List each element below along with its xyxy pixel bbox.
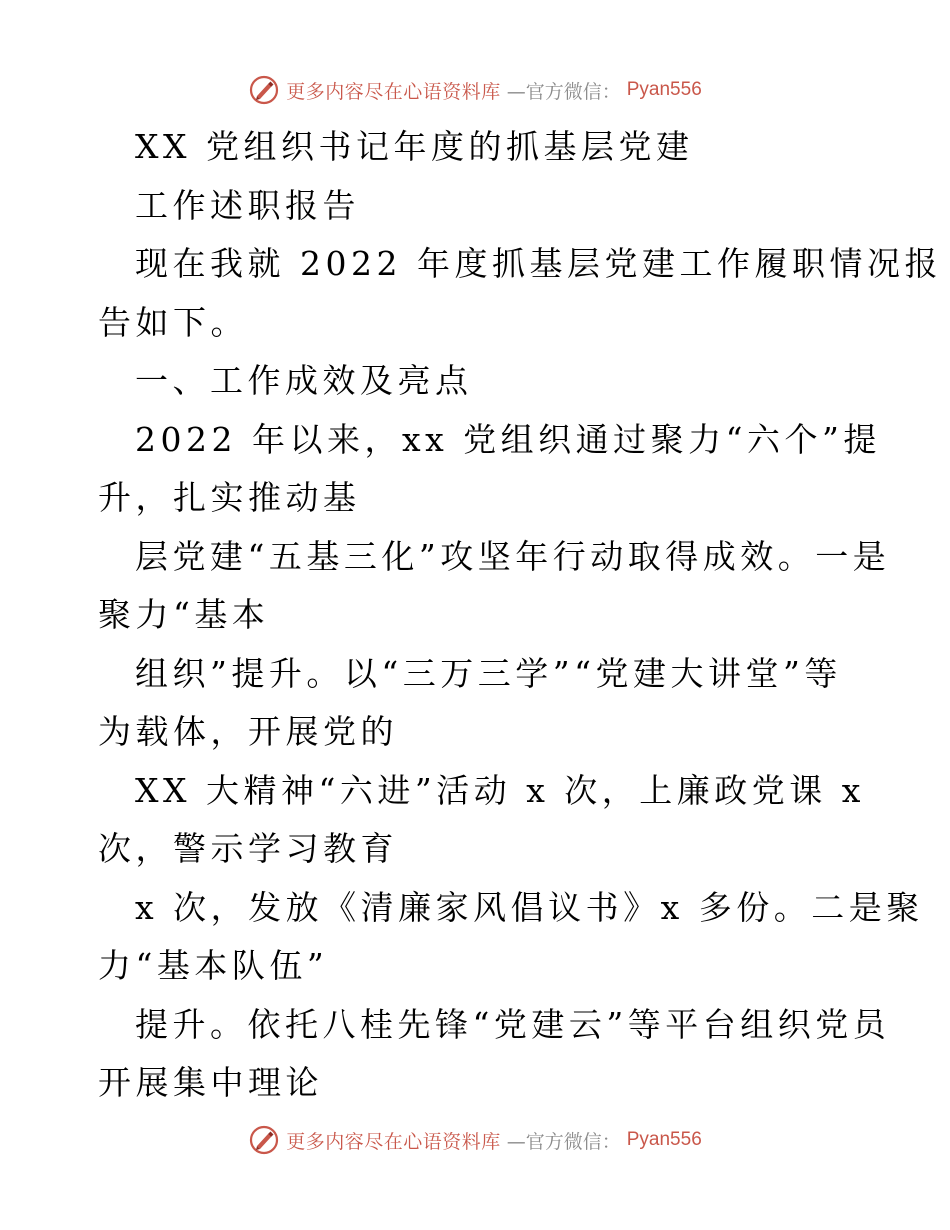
footer-watermark <box>0 1120 950 1160</box>
watermark-wechat-id: Pyan556 <box>626 79 702 100</box>
red-pen-seal-icon <box>248 74 280 106</box>
watermark-wechat-id: Pyan556 <box>626 1129 702 1150</box>
paragraph-line: x 次，发放《清廉家风倡议书》x 多份。二是聚 <box>135 887 924 927</box>
document-title-line1: XX 党组织书记年度的抓基层党建 <box>135 127 694 166</box>
document-title-line2: 工作述职报告 <box>135 185 360 225</box>
paragraph-line: 组织”提升。以“三万三学”“党建大讲堂”等 <box>135 653 842 693</box>
watermark-separator: —官方微信： <box>506 80 621 103</box>
watermark-separator: —官方微信： <box>506 1130 621 1153</box>
paragraph-line: 升，扎实推动基 <box>98 478 361 517</box>
document-body <box>98 118 942 1113</box>
paragraph-line: 提升。依托八桂先锋“党建云”等平台组织党员 <box>135 1004 891 1044</box>
paragraph-line: 次，警示学习教育 <box>98 829 398 868</box>
paragraph-line: 为载体，开展党的 <box>98 712 398 751</box>
paragraph-line: 聚力“基本 <box>98 595 270 634</box>
red-pen-seal-icon <box>248 1124 280 1156</box>
watermark-site-text: 更多内容尽在心语资料库 <box>286 80 501 103</box>
paragraph-line: 开展集中理论 <box>98 1063 323 1102</box>
paragraph-line: 告如下。 <box>98 302 248 342</box>
watermark-site-text: 更多内容尽在心语资料库 <box>286 1130 501 1153</box>
paragraph-line: 2022 年以来，xx 党组织通过聚力“六个”提 <box>135 419 881 459</box>
paragraph-line: 力“基本队伍” <box>98 946 329 985</box>
section-heading: 一、工作成效及亮点 <box>135 361 473 400</box>
header-watermark <box>0 70 950 110</box>
paragraph-line: 现在我就 2022 年度抓基层党建工作履职情况报 <box>135 244 942 283</box>
paragraph-line: 层党建“五基三化”攻坚年行动取得成效。一是 <box>135 536 891 576</box>
paragraph-line: XX 大精神“六进”活动 x 次，上廉政党课 x <box>135 770 865 810</box>
